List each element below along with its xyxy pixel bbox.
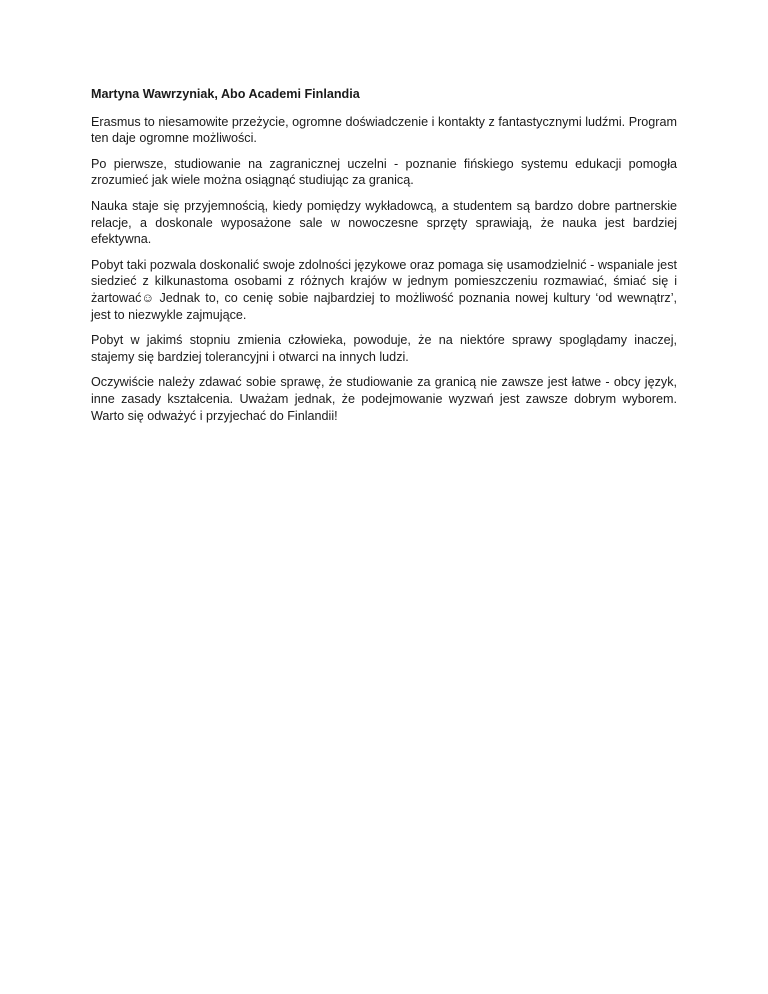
author-heading: Martyna Wawrzyniak, Abo Academi Finlandia <box>91 87 360 101</box>
paragraph-3: Nauka staje się przyjemnością, kiedy pomiędzy wykładowcą, a studentem są bardzo dobre partnerskie relacje, a doskonale wyposażone sale w nowoczesne sprzęty sprawiają, że nauka jest bardziej efektywna. <box>91 198 677 247</box>
paragraph-5: Pobyt w jakimś stopniu zmienia człowieka, powoduje, że na niektóre sprawy spoglądamy inaczej, stajemy się bardziej tolerancyjni i otwarci na innych ludzi. <box>91 333 677 364</box>
paragraph-4: Pobyt taki pozwala doskonalić swoje zdolności językowe oraz pomaga się usamodzielnić - wspaniale jest siedzieć z kilkunastoma osobami z różnych krajów w jednym pomieszczeniu rozmawiać, śmiać się i żartować☺ Jednak to, co cenię sobie najbardziej to możliwość poznania nowej kultury ‘od wewnątrz’, jest to niezwykle zajmujące. <box>91 257 677 322</box>
paragraph-6: Oczywiście należy zdawać sobie sprawę, że studiowanie za granicą nie zawsze jest łatwe - obcy język, inne zasady kształcenia. Uważam jednak, że podejmowanie wyzwań jest zawsze dobrym wyborem. Warto się odważyć i przyjechać do Finlandii! <box>91 375 677 423</box>
paragraph-2: Po pierwsze, studiowanie na zagranicznej uczelni - poznanie fińskiego systemu edukacji pomogła zrozumieć jak wiele można osiągnąć studiując za granicą. <box>91 156 677 188</box>
document-content <box>91 86 677 433</box>
paragraph-1: Erasmus to niesamowite przeżycie, ogromne doświadczenie i kontakty z fantastycznymi ludźmi. Program ten daje ogromne możliwości. <box>91 114 677 146</box>
